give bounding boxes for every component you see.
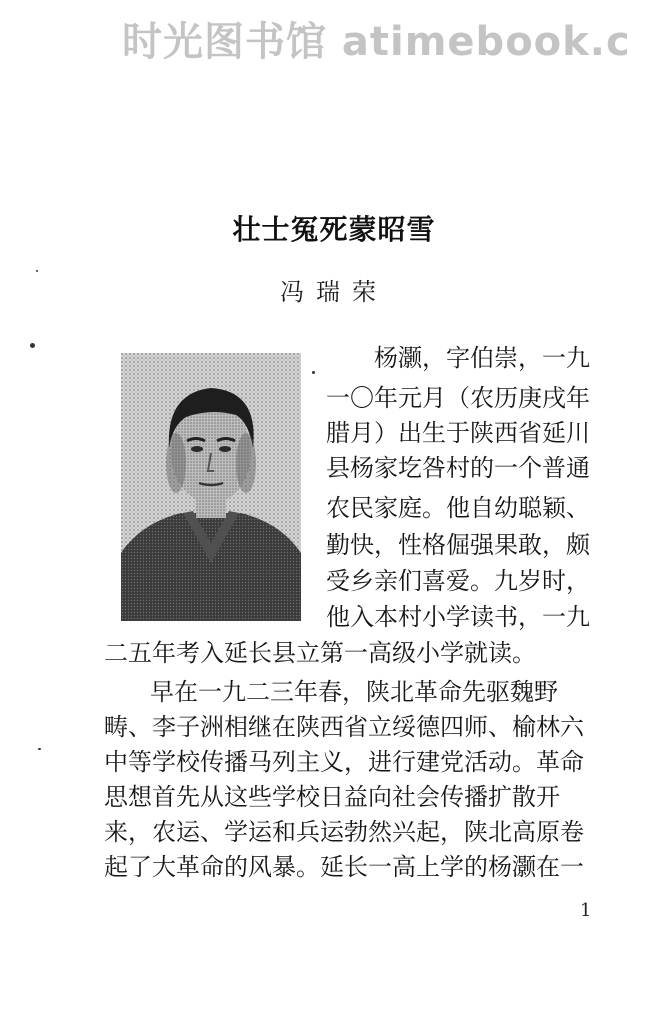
paragraph-line: 农民家庭。他自幼聪颖、 [326,494,590,522]
paragraph-line: 起了大革命的风暴。延长一高上学的杨灏在一 [104,853,584,881]
article-title: 壮士冤死蒙昭雪 [232,213,436,246]
paragraph-line: 腊月）出生于陕西省延川 [326,419,590,447]
paragraph-line: 一〇年元月（农历庚戌年 [326,384,590,412]
paragraph-line: 中等学校传播马列主义，进行建党活动。革命 [104,748,584,776]
portrait-graphic [121,353,301,621]
paragraph-line: 勤快，性格倔强果敢，颇 [326,531,590,559]
scan-speck [312,371,315,374]
paragraph-line: 县杨家圪咎村的一个普通 [326,454,590,482]
article-author: 冯瑞荣 [280,278,388,306]
paragraph-line: 来，农运、学运和兵运勃然兴起，陕北高原卷 [104,818,584,846]
watermark-text: 时光图书馆 atimebook.c [122,19,631,65]
paragraph-line: 他入本村小学读书，一九 [326,603,590,631]
paragraph-line: 早在一九二三年春，陕北革命先驱魏野 [150,678,558,706]
paragraph-line: 二五年考入延长县立第一高级小学就读。 [104,639,536,667]
scan-speck [36,270,38,272]
scan-speck [38,748,41,750]
page-number: 1 [580,900,592,921]
paragraph-line: 杨灏，字伯崇，一九 [374,344,590,372]
paragraph-line: 受乡亲们喜爱。九岁时， [326,567,590,595]
portrait-photo [121,353,301,621]
paragraph-line: 畴、李子洲相继在陕西省立绥德四师、榆林六 [104,713,584,741]
paragraph-line: 思想首先从这些学校日益向社会传播扩散开 [104,783,560,811]
scan-speck [30,343,35,348]
